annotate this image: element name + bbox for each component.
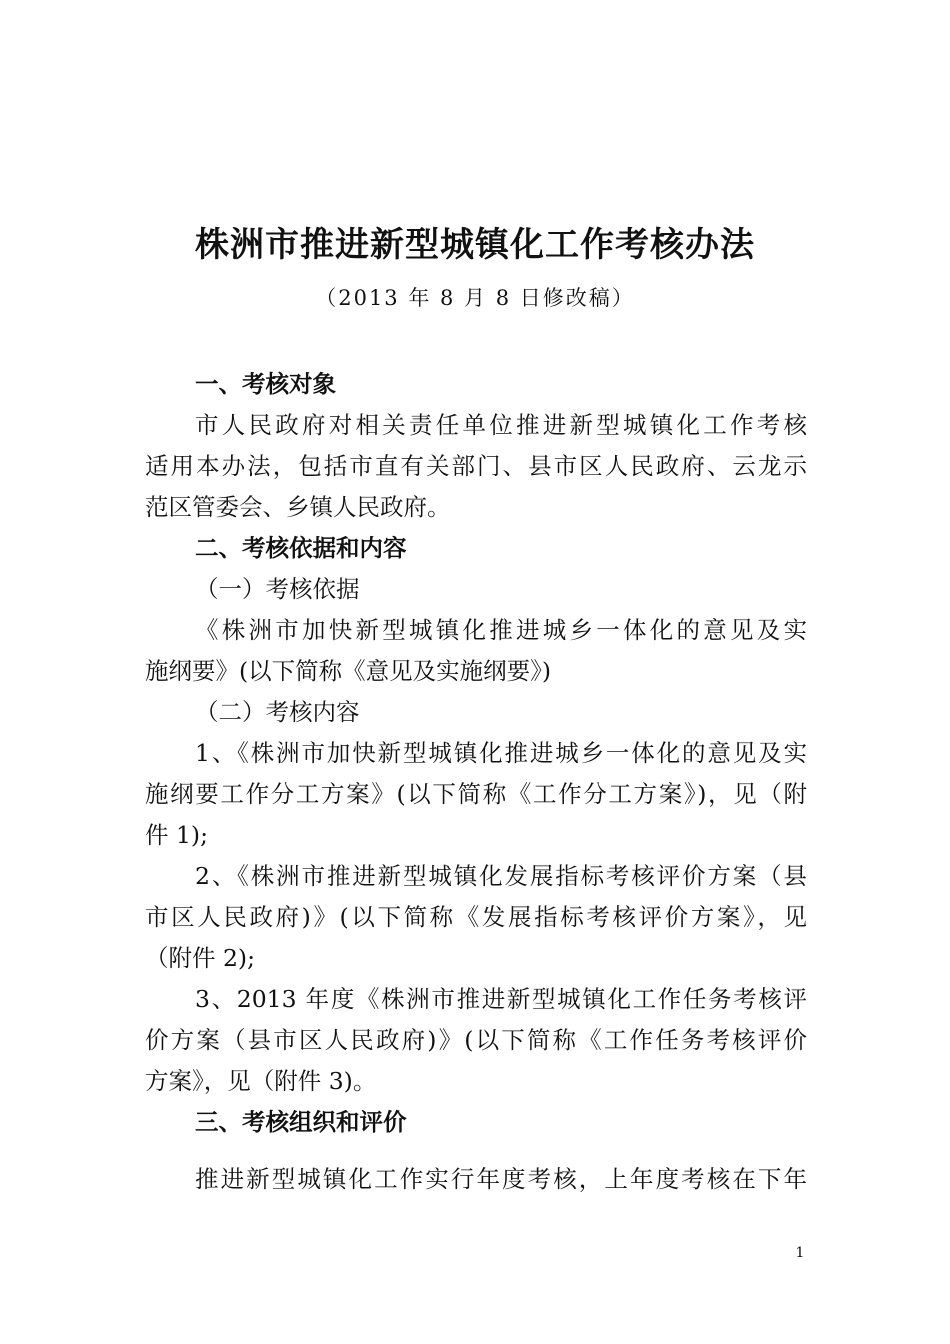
section-heading: 一、考核对象 <box>195 370 336 398</box>
document-title: 株洲市推进新型城镇化工作考核办法 <box>195 225 755 265</box>
paragraph-line: 范区管委会、乡镇人民政府。 <box>145 493 451 521</box>
paragraph-line: 适用本办法，包括市直有关部门、县市区人民政府、云龙示 <box>145 452 807 480</box>
list-item-line: 3、2013 年度《株洲市推进新型城镇化工作任务考核评 <box>195 985 807 1013</box>
spacer <box>145 1143 807 1159</box>
list-item-line: 价方案（县市区人民政府)》(以下简称《工作任务考核评价 <box>145 1026 807 1054</box>
list-item-line: 2、《株洲市推进新型城镇化发展指标考核评价方案（县 <box>195 862 807 890</box>
paragraph-line: 推进新型城镇化工作实行年度考核，上年度考核在下年 <box>195 1165 807 1193</box>
paragraph-line: 施纲要》(以下简称《意见及实施纲要》) <box>145 657 552 685</box>
list-item-line: 施纲要工作分工方案》(以下简称《工作分工方案》)，见（附 <box>145 780 807 808</box>
paragraph-line: 市人民政府对相关责任单位推进新型城镇化工作考核 <box>195 411 807 439</box>
list-item-line: 件 1); <box>145 821 209 849</box>
list-item-line: 方案》，见（附件 3)。 <box>145 1067 377 1095</box>
document-subtitle: （2013 年 8 月 8 日修改稿） <box>315 286 635 310</box>
list-item-line: 1、《株洲市加快新型城镇化推进城乡一体化的意见及实 <box>195 739 807 767</box>
page-number: 1 <box>795 1245 805 1261</box>
paragraph-line: 《株洲市加快新型城镇化推进城乡一体化的意见及实 <box>195 616 807 644</box>
section-heading: 二、考核依据和内容 <box>195 534 407 562</box>
subsection-heading: （一）考核依据 <box>195 575 360 603</box>
list-item-line: （附件 2); <box>145 944 256 972</box>
section-heading: 三、考核组织和评价 <box>195 1108 407 1136</box>
subsection-heading: （二）考核内容 <box>195 698 360 726</box>
document-body <box>145 364 807 1200</box>
list-item-line: 市区人民政府)》(以下简称《发展指标考核评价方案》，见 <box>145 903 807 931</box>
